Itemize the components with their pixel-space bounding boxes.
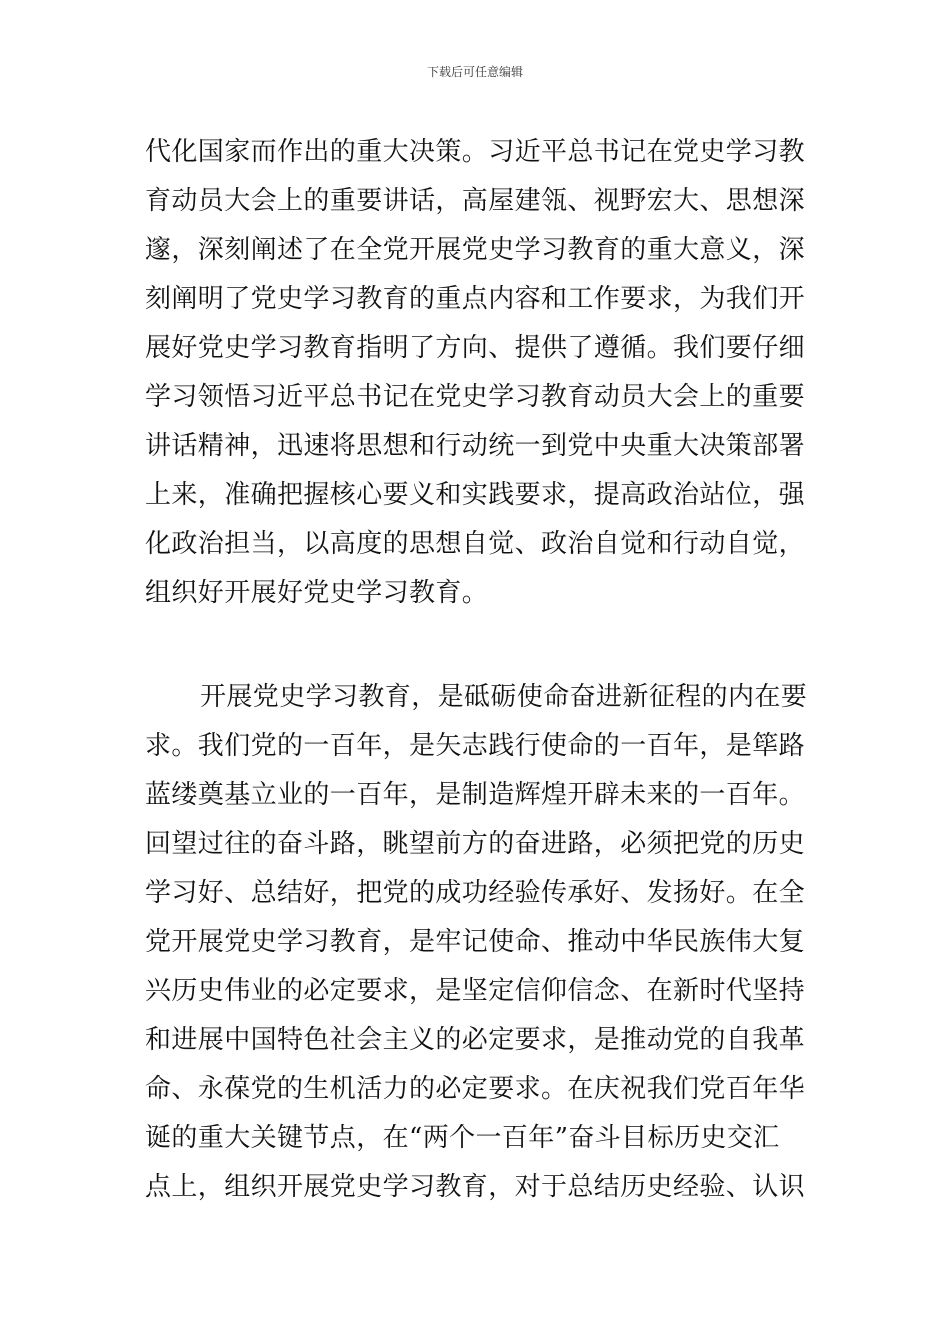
page-header: 下载后可任意编辑 — [426, 65, 523, 79]
text-line-first: 开展党史学习教育，是砥砺使命奋进新征程的内在要 — [200, 682, 808, 712]
text-line: 学习领悟习近平总书记在党史学习教育动员大会上的重要 — [145, 382, 806, 412]
text-line: 蓝缕奠基立业的一百年，是制造辉煌开辟未来的一百年。 — [145, 780, 806, 810]
text-line: 讲话精神，迅速将思想和行动统一到党中央重大决策部署 — [145, 431, 806, 461]
text-line: 邃，深刻阐述了在全党开展党史学习教育的重大意义，深 — [145, 235, 806, 265]
paragraph-2 — [145, 673, 810, 1212]
text-line: 兴历史伟业的必定要求，是坚定信仰信念、在新时代坚持 — [145, 976, 806, 1006]
text-line: 回望过往的奋斗路，眺望前方的奋进路，必须把党的历史 — [145, 829, 806, 859]
text-line: 学习好、总结好，把党的成功经验传承好、发扬好。在全 — [145, 878, 806, 908]
text-line: 刻阐明了党史学习教育的重点内容和工作要求，为我们开 — [145, 284, 806, 314]
text-line: 组织好开展好党史学习教育。 — [145, 578, 489, 608]
text-line: 诞的重大关键节点，在“两个一百年”奋斗目标历史交汇 — [145, 1123, 780, 1153]
text-line: 命、永葆党的生机活力的必定要求。在庆祝我们党百年华 — [145, 1074, 806, 1104]
text-line: 代化国家而作出的重大决策。习近平总书记在党史学习教 — [145, 137, 806, 167]
text-line: 展好党史学习教育指明了方向、提供了遵循。我们要仔细 — [145, 333, 806, 363]
text-line: 求。我们党的一百年，是矢志践行使命的一百年，是筚路 — [145, 731, 806, 761]
text-line: 育动员大会上的重要讲话，高屋建瓴、视野宏大、思想深 — [145, 186, 806, 216]
text-line: 点上，组织开展党史学习教育，对于总结历史经验、认识 — [145, 1172, 806, 1202]
text-line: 和进展中国特色社会主义的必定要求，是推动党的自我革 — [145, 1025, 806, 1055]
text-line: 化政治担当，以高度的思想自觉、政治自觉和行动自觉， — [145, 529, 806, 559]
text-line: 党开展党史学习教育，是牢记使命、推动中华民族伟大复 — [145, 927, 806, 957]
text-line: 上来，准确把握核心要义和实践要求，提高政治站位，强 — [145, 480, 806, 510]
paragraph-1 — [145, 128, 810, 618]
